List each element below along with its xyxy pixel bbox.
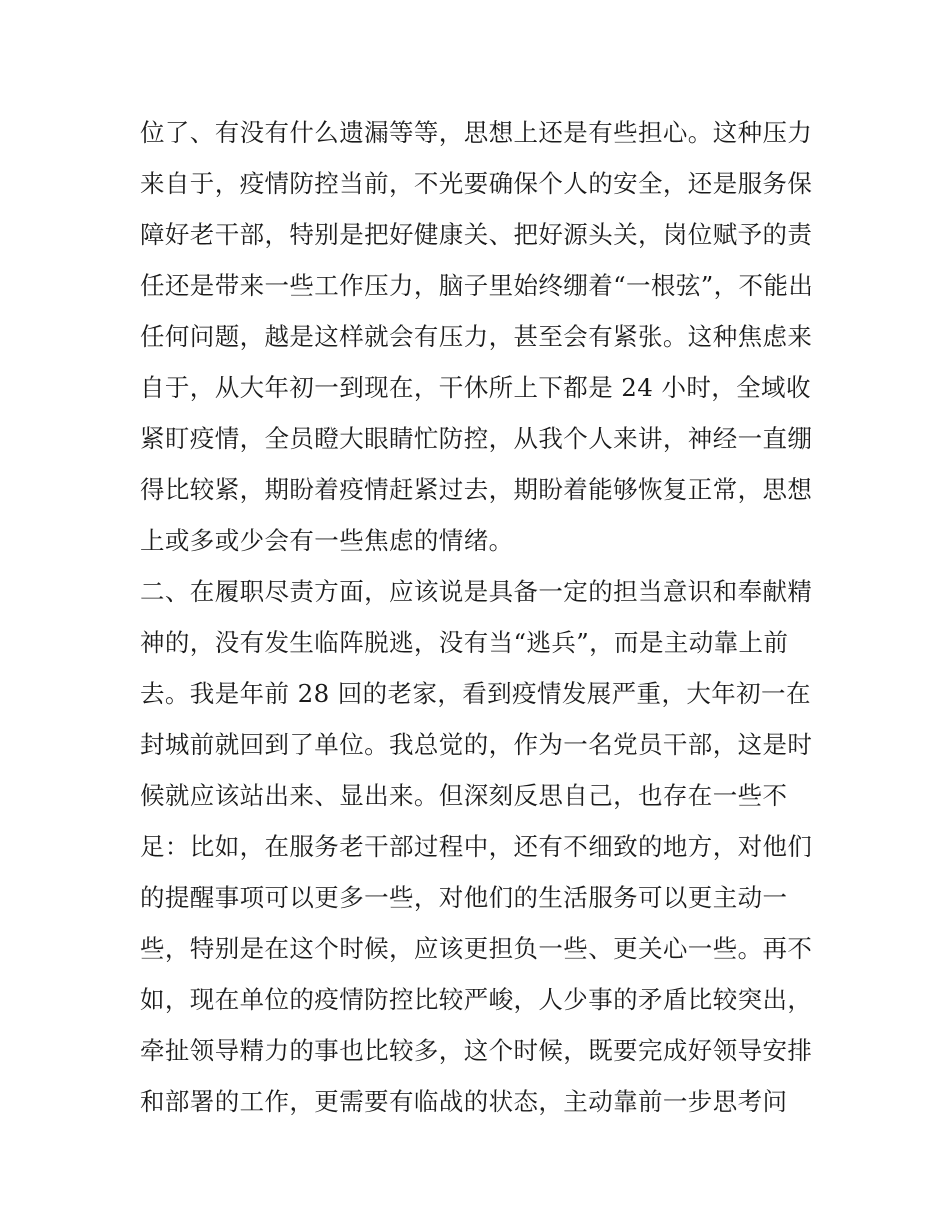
text-line: 位了、有没有什么遗漏等等，思想上还是有些担心。这种压力 bbox=[140, 118, 813, 147]
text-line: 任还是带来一些工作压力，脑子里始终绷着“一根弦”，不能出 bbox=[140, 271, 814, 300]
text-line: 足：比如，在服务老干部过程中，还有不细致的地方，对他们 bbox=[140, 832, 813, 861]
text-line: 来自于，疫情防控当前，不光要确保个人的安全，还是服务保 bbox=[140, 169, 813, 198]
text-line: 得比较紧，期盼着疫情赶紧过去，期盼着能够恢复正常，思想 bbox=[140, 475, 813, 504]
text-line: 紧盯疫情，全员瞪大眼睛忙防控，从我个人来讲，神经一直绷 bbox=[140, 424, 813, 453]
text-line: 牵扯领导精力的事也比较多，这个时候，既要完成好领导安排 bbox=[140, 1036, 813, 1065]
text-line: 上或多或少会有一些焦虑的情绪。 bbox=[140, 526, 514, 555]
text-line: 的提醒事项可以更多一些，对他们的生活服务可以更主动一 bbox=[140, 883, 788, 912]
body-text bbox=[140, 107, 820, 1127]
text-line: 障好老干部，特别是把好健康关、把好源头关，岗位赋予的责 bbox=[140, 220, 813, 249]
text-line: 封城前就回到了单位。我总觉的，作为一名党员干部，这是时 bbox=[140, 730, 813, 759]
text-line: 神的，没有发生临阵脱逃，没有当“逃兵”，而是主动靠上前 bbox=[140, 628, 789, 657]
text-line: 些，特别是在这个时候，应该更担负一些、更关心一些。再不 bbox=[140, 934, 813, 963]
text-line: 如，现在单位的疫情防控比较严峻，人少事的矛盾比较突出， bbox=[140, 985, 813, 1014]
text-line: 自于，从大年初一到现在，干休所上下都是 24 小时，全域收 bbox=[140, 373, 811, 402]
text-line: 和部署的工作，更需要有临战的状态，主动靠前一步思考问 bbox=[140, 1087, 788, 1116]
text-line: 去。我是年前 28 回的老家，看到疫情发展严重，大年初一在 bbox=[140, 679, 811, 708]
text-line: 任何问题，越是这样就会有压力，甚至会有紧张。这种焦虑来 bbox=[140, 322, 813, 351]
text-line: 二、在履职尽责方面，应该说是具备一定的担当意识和奉献精 bbox=[140, 577, 813, 606]
text-line: 候就应该站出来、显出来。但深刻反思自己，也存在一些不 bbox=[140, 781, 788, 810]
